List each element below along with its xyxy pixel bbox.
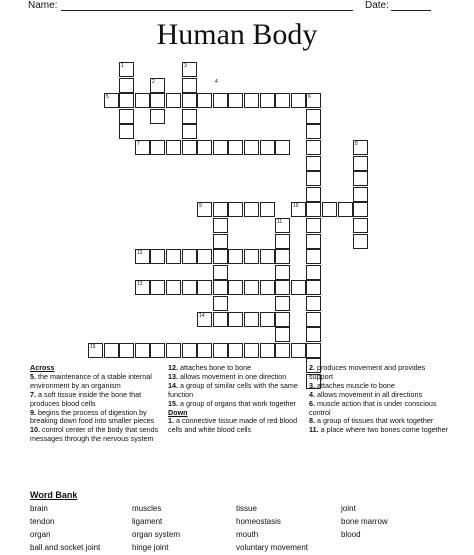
grid-cell[interactable] <box>260 93 275 108</box>
grid-cell[interactable] <box>119 343 134 358</box>
grid-cell[interactable] <box>213 343 228 358</box>
clue-number: 6 <box>308 94 311 100</box>
grid-cell[interactable] <box>119 78 134 93</box>
grid-cell[interactable] <box>213 218 228 233</box>
grid-cell[interactable] <box>260 280 275 295</box>
grid-cell[interactable] <box>260 249 275 264</box>
grid-cell[interactable] <box>275 296 290 311</box>
grid-cell[interactable] <box>353 171 368 186</box>
grid-cell[interactable] <box>182 249 197 264</box>
grid-cell[interactable] <box>306 312 321 327</box>
grid-cell[interactable] <box>213 265 228 280</box>
word-bank-item: ball and socket joint <box>30 543 101 552</box>
word-bank <box>0 504 474 555</box>
grid-cell[interactable] <box>197 280 212 295</box>
grid-cell[interactable] <box>197 249 212 264</box>
grid-cell[interactable] <box>260 343 275 358</box>
clue-number: 11 <box>277 219 283 225</box>
grid-cell[interactable] <box>353 234 368 249</box>
word-bank-item: voluntary movement <box>236 543 309 552</box>
grid-cell[interactable] <box>260 202 275 217</box>
down-clue-11: 11. a place where two bones come together <box>309 425 449 435</box>
grid-cell[interactable] <box>228 249 243 264</box>
grid-cell[interactable] <box>244 93 259 108</box>
clue-number: 10 <box>293 203 299 209</box>
grid-cell[interactable] <box>306 140 321 155</box>
grid-cell[interactable] <box>135 93 150 108</box>
grid-cell[interactable] <box>306 280 321 295</box>
date-label: Date: <box>365 0 389 11</box>
grid-cell[interactable] <box>182 140 197 155</box>
across-clue-12: 12. attaches bone to bone <box>168 363 252 372</box>
grid-cell[interactable] <box>275 312 290 327</box>
grid-cell[interactable] <box>260 312 275 327</box>
grid-cell[interactable] <box>306 249 321 264</box>
clue-number: 13 <box>137 281 143 287</box>
grid-cell[interactable] <box>306 343 321 358</box>
grid-cell[interactable] <box>275 343 290 358</box>
grid-cell[interactable] <box>228 93 243 108</box>
grid-cell[interactable] <box>275 327 290 342</box>
across-clue-14: 14. a group of similar cells with the same function <box>168 380 298 399</box>
word-bank-item: mouth <box>236 530 259 539</box>
word-bank-item: brain <box>30 504 48 513</box>
grid-cell[interactable] <box>119 109 134 124</box>
grid-cell[interactable] <box>213 249 228 264</box>
grid-cell[interactable] <box>353 218 368 233</box>
across-clue-13: 13. allows movement in one direction <box>168 371 287 381</box>
grid-cell[interactable] <box>213 202 228 217</box>
down-heading: Down <box>168 407 188 417</box>
word-bank-item: bone marrow <box>341 517 388 526</box>
page-title: Human Body <box>156 18 318 51</box>
down-clue-6: 6. muscle action that is under conscious control <box>309 398 437 417</box>
grid-cell[interactable] <box>150 93 165 108</box>
grid-cell[interactable] <box>182 280 197 295</box>
grid-cell[interactable] <box>182 343 197 358</box>
word-bank-item: ligament <box>132 517 163 526</box>
grid-cell[interactable] <box>197 93 212 108</box>
grid-cell[interactable] <box>275 249 290 264</box>
across-clue-15: 15. a group of organs that work together <box>168 398 296 408</box>
grid-cell[interactable] <box>275 234 290 249</box>
across-clue-7: 7. a soft tissue inside the bone that produces blood cells <box>30 389 142 408</box>
clue-number: 8 <box>355 141 358 147</box>
grid-cell[interactable] <box>166 249 181 264</box>
word-bank-item: tissue <box>236 504 257 513</box>
grid-cell[interactable] <box>119 124 134 139</box>
down-clue-3: 3. attaches muscle to bone <box>309 380 395 390</box>
grid-cell[interactable] <box>244 249 259 264</box>
grid-cell[interactable] <box>260 140 275 155</box>
word-bank-item: joint <box>341 504 356 513</box>
grid-cell[interactable] <box>306 327 321 342</box>
grid-cell[interactable] <box>166 140 181 155</box>
word-bank-title: Word Bank <box>30 490 78 500</box>
grid-cell[interactable] <box>182 109 197 124</box>
name-label: Name: <box>28 0 58 11</box>
grid-cell[interactable] <box>306 109 321 124</box>
clue-number: 4 <box>215 79 218 85</box>
grid-cell[interactable] <box>213 140 228 155</box>
grid-cell[interactable] <box>306 202 321 217</box>
grid-cell[interactable] <box>213 312 228 327</box>
grid-cell[interactable] <box>306 296 321 311</box>
grid-cell[interactable] <box>353 187 368 202</box>
word-bank-item: blood <box>341 530 361 539</box>
grid-cell[interactable] <box>275 280 290 295</box>
grid-cell[interactable] <box>213 296 228 311</box>
grid-cell[interactable] <box>353 156 368 171</box>
grid-cell[interactable] <box>338 202 353 217</box>
grid-cell[interactable] <box>275 140 290 155</box>
grid-cell[interactable] <box>182 124 197 139</box>
word-bank-item: muscles <box>132 504 162 513</box>
across-clue-9: 9. begins the process of digestion by breaking down food into smaller pieces <box>30 407 155 426</box>
grid-cell[interactable] <box>228 140 243 155</box>
across-heading: Across <box>30 363 55 372</box>
grid-cell[interactable] <box>291 93 306 108</box>
grid-cell[interactable] <box>197 343 212 358</box>
grid-cell[interactable] <box>306 124 321 139</box>
grid-cell[interactable] <box>306 234 321 249</box>
grid-cell[interactable] <box>291 343 306 358</box>
grid-cell[interactable] <box>197 140 212 155</box>
grid-cell[interactable] <box>353 202 368 217</box>
grid-cell[interactable] <box>306 187 321 202</box>
grid-cell[interactable] <box>306 156 321 171</box>
grid-cell[interactable] <box>306 171 321 186</box>
across-clues <box>30 364 165 444</box>
grid-cell[interactable] <box>228 343 243 358</box>
grid-cell[interactable] <box>228 312 243 327</box>
grid-cell[interactable] <box>244 312 259 327</box>
grid-cell[interactable] <box>306 218 321 233</box>
down-clue-2: 2. produces movement and provides support <box>309 363 426 381</box>
grid-cell[interactable] <box>166 343 181 358</box>
clue-number: 3 <box>184 63 187 69</box>
clue-number: 2 <box>152 79 155 85</box>
grid-cell[interactable] <box>228 202 243 217</box>
grid-cell[interactable] <box>150 109 165 124</box>
clue-number: 1 <box>121 63 124 69</box>
down-clues <box>309 364 449 435</box>
grid-cell[interactable] <box>228 280 243 295</box>
across-clues-continued <box>168 364 303 435</box>
grid-cell[interactable] <box>322 202 337 217</box>
word-bank-item: hinge joint <box>132 543 169 552</box>
grid-cell[interactable] <box>244 202 259 217</box>
grid-cell[interactable] <box>166 93 181 108</box>
across-clue-5: 5. the maintenance of a stable internal environment by an organism <box>30 371 152 390</box>
clue-number: 15 <box>90 344 96 350</box>
clue-number: 14 <box>199 313 205 319</box>
down-clue-1: 1. a connective tissue made of red blood cells and white blood cells <box>168 416 298 435</box>
grid-cell[interactable] <box>182 78 197 93</box>
grid-cell[interactable] <box>306 265 321 280</box>
across-clue-10: 10. control center of the body that sends messages through the nervous system <box>30 425 159 444</box>
grid-cell[interactable] <box>150 343 165 358</box>
grid-cell[interactable] <box>150 249 165 264</box>
clue-number: 12 <box>137 250 143 256</box>
clue-number: 5 <box>106 94 109 100</box>
clue-number: 7 <box>137 141 140 147</box>
grid-cell[interactable] <box>244 280 259 295</box>
clue-number: 9 <box>199 203 202 209</box>
grid-cell[interactable] <box>291 280 306 295</box>
grid-cell[interactable] <box>150 280 165 295</box>
word-bank-item: organ system <box>132 530 181 539</box>
grid-cell[interactable] <box>275 93 290 108</box>
grid-cell[interactable] <box>244 140 259 155</box>
grid-cell[interactable] <box>135 343 150 358</box>
grid-cell[interactable] <box>244 343 259 358</box>
word-bank-item: tendon <box>30 517 55 526</box>
grid-cell[interactable] <box>213 93 228 108</box>
grid-cell[interactable] <box>213 234 228 249</box>
down-clue-4: 4. allows movement in all directions <box>309 389 423 399</box>
grid-cell[interactable] <box>119 93 134 108</box>
word-bank-item: homeostasis <box>236 517 281 526</box>
grid-cell[interactable] <box>275 265 290 280</box>
grid-cell[interactable] <box>150 140 165 155</box>
grid-cell[interactable] <box>213 280 228 295</box>
word-bank-item: organ <box>30 530 51 539</box>
grid-cell[interactable] <box>166 280 181 295</box>
grid-cell[interactable] <box>104 343 119 358</box>
grid-cell[interactable] <box>182 93 197 108</box>
down-clue-8: 8. a group of tissues that work together <box>309 416 434 426</box>
